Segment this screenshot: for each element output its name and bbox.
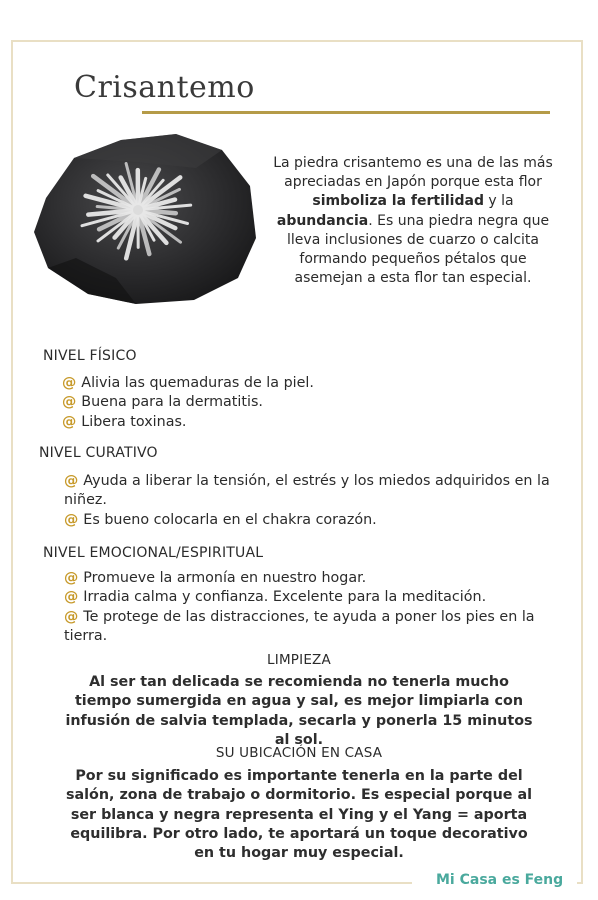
at-bullet-icon: @	[64, 589, 79, 606]
heading-emocional: NIVEL EMOCIONAL/ESPIRITUAL	[43, 545, 264, 561]
title-underline	[142, 111, 550, 114]
at-bullet-icon: @	[62, 413, 77, 430]
at-bullet-icon: @	[64, 570, 79, 586]
list-item: @ Libera toxinas.	[62, 413, 187, 430]
page-title: Crisantemo	[74, 70, 255, 105]
heading-curativo: NIVEL CURATIVO	[39, 445, 158, 461]
list-item: @ Buena para la dermatitis.	[62, 394, 263, 411]
list-item: @ Irradia calma y confianza. Excelente para la meditación.	[64, 589, 487, 606]
heading-fisico: NIVEL FÍSICO	[43, 348, 137, 364]
heading-ubicacion: SU UBICACIÓN EN CASA	[215, 745, 383, 761]
intro-text-1: La piedra crisantemo es una de las más apreciadas en Japón porque esta flor	[273, 155, 553, 191]
at-bullet-icon: @	[62, 375, 77, 391]
intro-text-3: . Es una piedra negra que lleva inclusiones de cuarzo o calcita formando pequeños pétalos que asemejan a esta flor tan especial.	[287, 212, 550, 287]
heading-limpieza: LIMPIEZA	[267, 652, 331, 668]
at-bullet-icon: @	[64, 511, 79, 528]
list-item: @ Promueve la armonía en nuestro hogar.	[64, 570, 367, 586]
intro-bold-abundance: abundancia	[276, 212, 369, 229]
chrysanthemum-stone-image	[26, 128, 260, 306]
at-bullet-icon: @	[64, 473, 79, 489]
list-item: @ Te protege de las distracciones, te ayuda a poner los pies en la tierra.	[64, 608, 535, 644]
brand-label: Mi Casa es Feng	[436, 872, 564, 888]
list-item: @ Ayuda a liberar la tensión, el estrés y los miedos adquiridos en la niñez.	[64, 473, 550, 509]
limpieza-paragraph: Al ser tan delicada se recomienda no tenerla mucho tiempo sumergida en agua y sal, es mejor limpiarla con infusión de salvia templada, secarla y ponerla 15 minutos al sol.	[65, 674, 533, 748]
intro-paragraph	[268, 154, 558, 288]
at-bullet-icon: @	[62, 394, 77, 411]
ubicacion-paragraph: Por su significado es importante tenerla en la parte del salón, zona de trabajo o dormitorio. Es especial porque al ser blanca y negra representa el Ying y el Yang = aporta equilibra. Por otro lado, te aportará un toque decorativo en tu hogar muy especial.	[66, 768, 533, 862]
list-item: @ Es bueno colocarla en el chakra corazón.	[64, 511, 377, 528]
list-fisico	[62, 374, 562, 432]
list-emocional	[64, 569, 564, 646]
intro-text-2: y la	[483, 193, 514, 210]
at-bullet-icon: @	[64, 608, 79, 625]
list-curativo	[64, 472, 564, 530]
intro-bold-fertility: simboliza la fertilidad	[312, 193, 484, 210]
list-item: @ Alivia las quemaduras de la piel.	[62, 375, 314, 391]
